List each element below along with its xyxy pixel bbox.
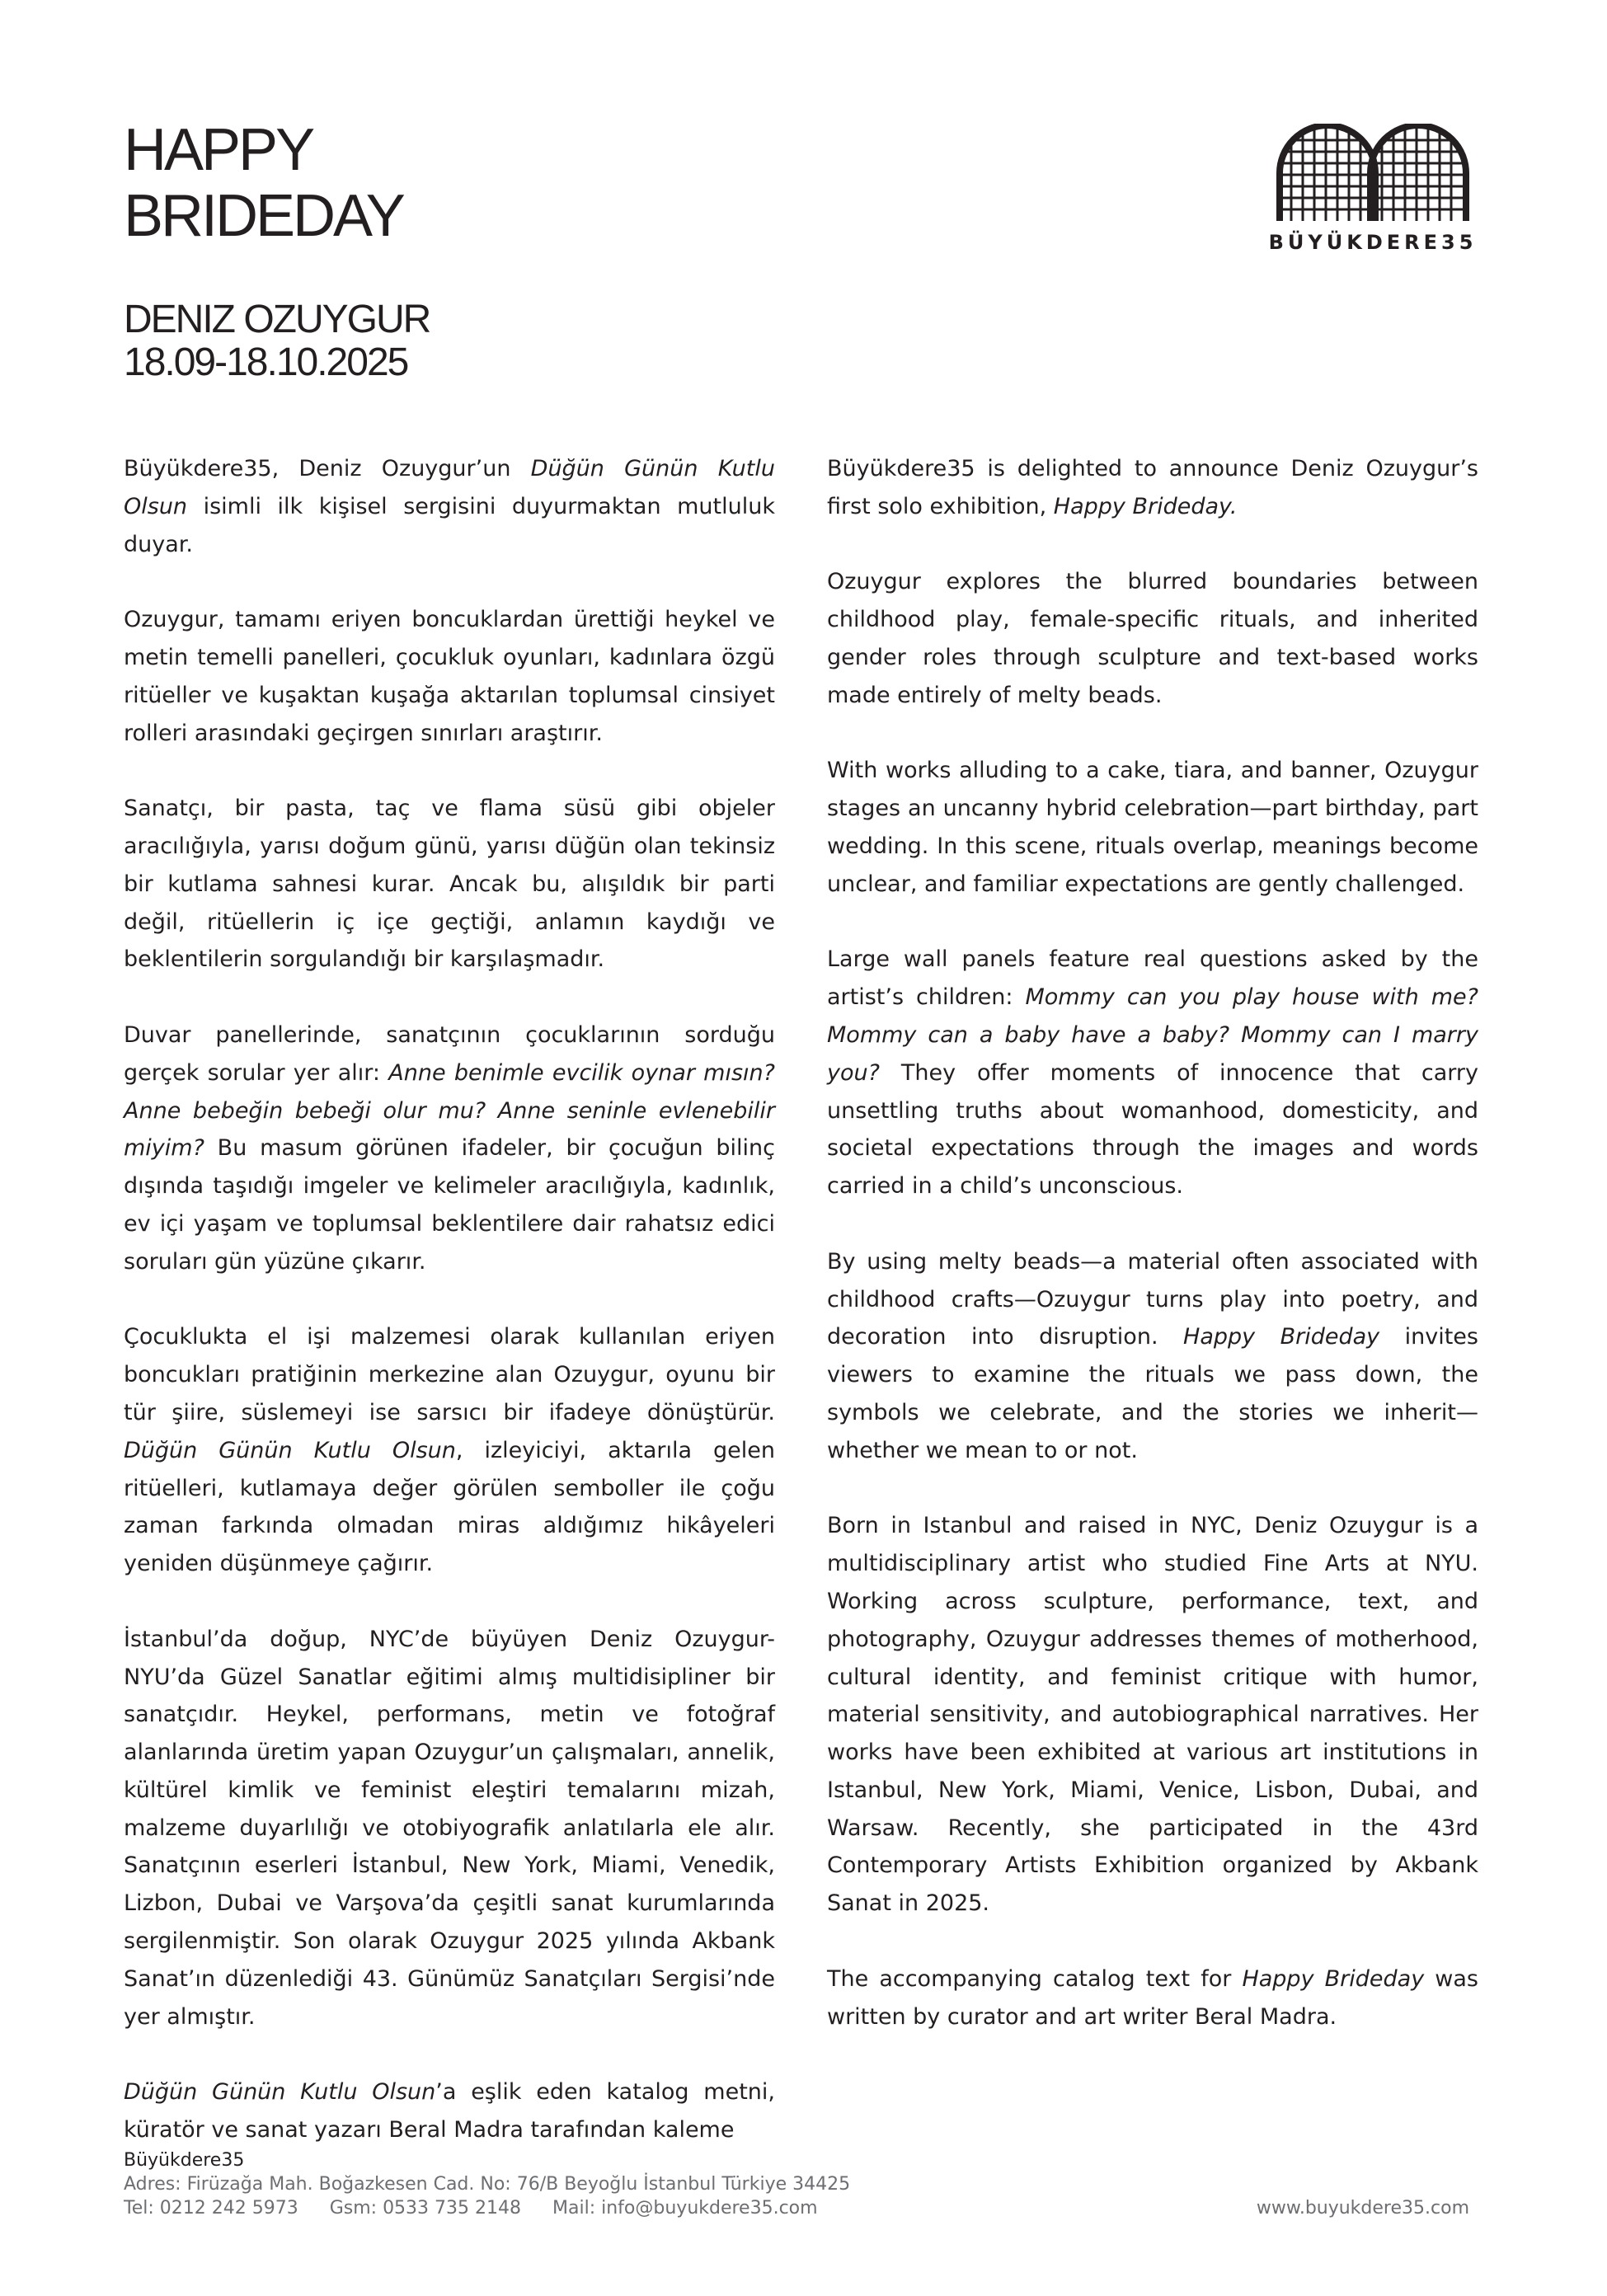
- logo-wordmark: BÜYÜKDERE35: [1268, 231, 1478, 254]
- footer: [124, 2148, 1484, 2220]
- en-paragraph-4: Large wall panels feature real questions asked by the artist’s children: Mommy can you play house with me? Mommy can a baby have a baby? Mommy can I marry you? They offer moments of innocence that carry unsettling truths about womanhood, domesticity, and societal expectations through the images and words carried in a child’s unconscious.: [827, 946, 1478, 1200]
- title-line-1: HAPPY: [124, 117, 313, 183]
- tr-paragraph-6: İstanbul’da doğup, NYC’de büyüyen Deniz Ozuygur- NYU’da Güzel Sanatlar eğitimi almış multidisipliner bir sanatçıdır. Heykel, performans, metin ve fotoğraf alanlarında üretim yapan Ozuygur’un çalışmaları, annelik, kültürel kimlik ve feminist eleştiri temalarını mizah, malzeme duyarlılığı ve otobiyografik anlatılarla ele alır. Sanatçının eserleri İstanbul, New York, Miami, Venedik, Lizbon, Dubai ve Varşova’da çeşitli sanat kurumlarında sergilenmiştir. Son olarak Ozuygur 2025 yılında Akbank Sanat’ın düzenlediği 43. Günümüz Sanatçıları Sergisi’nde yer almıştır.: [124, 1626, 775, 2030]
- artist-name: DENIZ OZUYGUR: [124, 298, 430, 341]
- exhibition-dates: 18.09-18.10.2025: [124, 340, 408, 384]
- en-paragraph-7: The accompanying catalog text for Happy Brideday was written by curator and art writer Beral Madra.: [827, 1965, 1478, 2030]
- tr-paragraph-7: Düğün Günün Kutlu Olsun’a eşlik eden katalog metni, küratör ve sanat yazarı Beral Madra tarafından kaleme: [124, 2079, 775, 2143]
- en-paragraph-6: Born in Istanbul and raised in NYC, Deniz Ozuygur is a multidisciplinary artist who studied Fine Arts at NYU. Working across sculpture, performance, text, and photography, Ozuygur addresses themes of motherhood, cultural identity, and feminist critique with humor, material sensitivity, and autobiographical narratives. Her works have been exhibited at various art institutions in Istanbul, New York, Miami, Venice, Lisbon, Dubai, and Warsaw. Recently, she participated in the 43rd Contemporary Artists Exhibition organized by Akbank Sanat in 2025.: [827, 1513, 1478, 1917]
- tr-paragraph-2: Ozuygur, tamamı eriyen boncuklardan ürettiği heykel ve metin temelli panelleri, çocukluk oyunları, kadınlara özgü ritüeller ve kuşaktan kuşağa aktarılan toplumsal cinsiyet rolleri arasındaki geçirgen sınırları araştırır.: [124, 607, 775, 746]
- english-column: [827, 450, 1478, 2073]
- en-paragraph-1: Büyükdere35 is delighted to announce Deniz Ozuygur’s first solo exhibition, Happy Brideday.: [827, 456, 1478, 519]
- exhibition-title: [124, 117, 403, 249]
- en-paragraph-5: By using melty beads—a material often associated with childhood crafts—Ozuygur turns play into poetry, and decoration into disruption. Happy Brideday invites viewers to examine the rituals we pass down, the symbols we celebrate, and the stories we inherit— whether we mean to or not.: [827, 1248, 1478, 1463]
- title-line-2: BRIDEDAY: [124, 183, 403, 249]
- arched-window-logo-icon: [1270, 124, 1476, 223]
- footer-address: Adres: Firüzağa Mah. Boğazkesen Cad. No: 76/B Beyoğlu İstanbul Türkiye 34425: [124, 2174, 851, 2195]
- tr-paragraph-3: Sanatçı, bir pasta, taç ve flama süsü gibi objeler aracılığıyla, yarısı doğum günü, yarısı düğün olan tekinsiz bir kutlama sahnesi kurar. Ancak bu, alışıldık bir parti değil, ritüellerin iç içe geçtiği, anlamın kaydığı ve beklentilerin sorgulandığı bir karşılaşmadır.: [124, 796, 775, 973]
- turkish-column: [124, 450, 775, 2187]
- en-paragraph-3: With works alluding to a cake, tiara, and banner, Ozuygur stages an uncanny hybrid celebration—part birthday, part wedding. In this scene, rituals overlap, meanings become unclear, and familiar expectations are gently challenged.: [827, 758, 1478, 897]
- footer-website-link[interactable]: www.buyukdere35.com: [1256, 2198, 1469, 2219]
- buyukdere35-logo: [1266, 124, 1480, 272]
- tr-paragraph-4: Duvar panellerinde, sanatçının çocuklarının sorduğu gerçek sorular yer alır: Anne benimle evcilik oynar mısın? Anne bebeğin bebeği olur mu? Anne seninle evlenebilir miyim? Bu masum görünen ifadeler, bir çocuğun bilinç dışında taşıdığı imgeler ve kelimeler aracılığıyla, kadınlık, ev içi yaşam ve toplumsal beklentilere dair rahatsız edici soruları gün yüzüne çıkarır.: [124, 1021, 775, 1275]
- exhibition-subhead: [124, 298, 430, 384]
- footer-gallery-name: Büyükdere35: [124, 2150, 245, 2171]
- footer-mail[interactable]: Mail: info@buyukdere35.com: [552, 2198, 818, 2219]
- tr-paragraph-5: Çocuklukta el işi malzemesi olarak kullanılan eriyen boncukları pratiğinin merkezine alan Ozuygur, oyunu bir tür şiire, süslemeyi ise sarsıcı bir ifadeye dönüştürür. Düğün Günün Kutlu Olsun, izleyiciyi, aktarıla gelen ritüelleri, kutlamaya değer görülen semboller ile çoğu zaman farkında olmadan miras aldığımız hikâyeleri yeniden düşünmeye çağırır.: [124, 1324, 775, 1577]
- tr-paragraph-1: Büyükdere35, Deniz Ozuygur’un Düğün Günün Kutlu Olsun isimli ilk kişisel sergisini duyurmaktan mutluluk duyar.: [124, 456, 775, 557]
- en-paragraph-2: Ozuygur explores the blurred boundaries between childhood play, female-specific rituals, and inherited gender roles through sculpture and text-based works made entirely of melty beads.: [827, 569, 1478, 708]
- footer-tel: Tel: 0212 242 5973: [124, 2198, 298, 2219]
- footer-gsm: Gsm: 0533 735 2148: [329, 2198, 522, 2219]
